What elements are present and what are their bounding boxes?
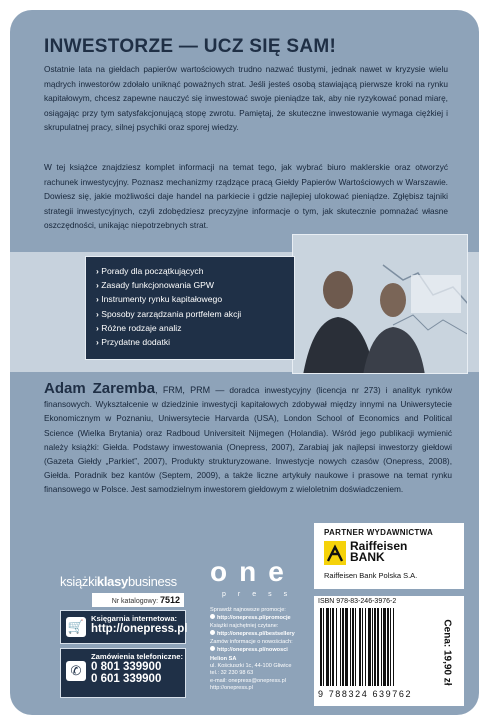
promo-link[interactable]: http://onepress.pl/nowosci — [217, 647, 288, 654]
businessmen-photo — [292, 234, 468, 374]
brand-part-bold: klasy — [96, 574, 128, 589]
promo-link[interactable]: http://onepress.pl/promocje — [217, 615, 291, 622]
intro-paragraph: Ostatnie lata na giełdach papierów wartościowych trudno nazwać tłustymi, jednak nawet w kryzysie wielu mądrych inwestorów zdołało uniknąć poważnych strat. Jeśli jesteś osobą stawiającą pierwsze kroki na rynku kapitałowym, chcesz zapewne nauczyć się inwestować swoje pieniądze tak, aby nie ryzykować ponad miarę, osiągając przy tym satysfakcjonującą stopę zwrotu. Pamiętaj, że skuteczne inwestowanie wymaga ciężkiej i skrupulatnej pracy, silnej psychiki oraz sporej wiedzy. — [44, 64, 448, 133]
bullet-icon — [210, 630, 215, 635]
bank-name-line: BANK — [350, 550, 385, 564]
barcode-number: 9 788324 639762 — [318, 689, 413, 699]
bank-name — [350, 541, 407, 563]
bullet-icon — [210, 614, 215, 619]
feature-list — [85, 256, 295, 360]
isbn: ISBN 978-83-246-3976-2 — [318, 598, 397, 605]
publisher-address — [210, 656, 320, 692]
brand-part: książki — [60, 574, 97, 589]
series-brand — [60, 574, 177, 589]
phone-icon: ✆ — [66, 661, 86, 681]
website[interactable]: http://onepress.pl — [210, 684, 253, 691]
headline: INWESTORZE — UCZ SIĘ SAM! — [44, 36, 337, 57]
catalog-label: Nr katalogowy: — [111, 598, 159, 605]
feature-item: › Porady dla początkujących — [96, 264, 284, 278]
promo-links — [210, 607, 320, 654]
brand-part: business — [127, 574, 177, 589]
back-cover — [10, 10, 479, 715]
email[interactable]: e-mail: onepress@onepress.pl — [210, 677, 286, 684]
promo-text: Zamów informacje o nowościach: — [210, 638, 293, 645]
shopping-cart-icon: 🛒 — [66, 617, 86, 637]
catalog-value: 7512 — [159, 595, 180, 605]
bank-name-line: Raiffeisen — [350, 539, 408, 553]
promo-text: Sprawdź najnowsze promocje: — [210, 607, 286, 613]
price: Cena: 19,90 zł — [441, 618, 453, 686]
feature-item: › Sposoby zarządzania portfelem akcji — [96, 307, 284, 321]
promo-text: Książki najchętniej czytane: — [210, 622, 279, 629]
author-bio — [44, 382, 452, 497]
online-shop-card — [60, 610, 186, 644]
author-bio-text: doradca inwestycyjny (licencja nr 273) i analityk rynków finansowych. Wykształcenie w dziedzinie inwestycji kapitałowych zdobywał między innymi na Uniwersytecie Ekonomicznym w Poznaniu, Uniwersytecie Harvarda (USA), London School of Economics and Political Science (Wielka Brytania) oraz Radboud Universiteit Nijmegen (Holandia). Wśród jego publikacji wymienić należy książki: Giełda. Podstawy inwestowania (Onepress, 2007), Zarabiaj jak najlepsi inwestorzy giełdowi (Gazeta Giełdy „Parkiet”, 2007), Produkty strukturyzowane. Inwestycje nowych czasów (Onepress, 2008), Giełda. Poradnik bez kantów (Septem, 2009), a także liczne artykuły naukowe i prasowe na temat rynku finansowego w Polsce. Jest samodzielnym inwestorem giełdowym z wieloletnim doświadczeniem. — [44, 385, 452, 495]
street: ul. Kościuszki 1c, 44-100 Gliwice — [210, 663, 292, 670]
feature-item: › Przydatne dodatki — [96, 335, 284, 349]
promo-link[interactable]: http://onepress.pl/bestsellery — [217, 631, 295, 638]
author-credentials: , FRM, PRM — — [155, 385, 225, 395]
catalog-number — [92, 593, 184, 607]
bullet-icon — [210, 646, 215, 651]
feature-item: › Instrumenty rynku kapitałowego — [96, 292, 284, 306]
feature-item: › Zasady funkcjonowania GPW — [96, 278, 284, 292]
shop-url[interactable]: http://onepress.pl — [91, 623, 188, 635]
phone-number[interactable]: 0 601 339900 — [91, 673, 162, 685]
company-name: Helion SA — [210, 656, 237, 662]
raiffeisen-logo-icon — [324, 541, 346, 565]
feature-item: › Różne rodzaje analiz — [96, 321, 284, 335]
price-tag — [434, 598, 460, 706]
publisher-logo: one — [210, 556, 296, 587]
author-name: Adam Zaremba — [44, 380, 156, 397]
partner-label: PARTNER WYDAWNICTWA — [324, 528, 434, 537]
bank-subtitle: Raiffeisen Bank Polska S.A. — [324, 571, 418, 580]
barcode-icon — [318, 608, 432, 688]
partner-box — [314, 523, 464, 589]
content-paragraph: W tej książce znajdziesz komplet informacji na temat tego, jak wybrać biuro maklerskie oraz otworzyć rachunek inwestycyjny. Poznasz mechanizmy rządzące pracą Giełdy Papierów Wartościowych w Warszawie. Dowiesz się, jakie możliwości daje handel na parkiecie i gdzie najlepiej ulokować pieniądze. Zgłębisz tajniki strategii inwestycyjnych, czyli zdobędziesz precyzyjne informacje o tym, jak skutecznie pomnażać własne oszczędności, unikając niepotrzebnych strat. — [44, 162, 448, 231]
phone-number[interactable]: 0 801 339900 — [91, 661, 162, 673]
publisher-logo-sub: press — [222, 591, 300, 598]
phone-label: Zamówienia telefoniczne: — [91, 652, 183, 661]
telephone: tel.: 32 230 98 63 — [210, 670, 254, 677]
shop-label: Księgarnia internetowa: — [91, 614, 178, 623]
phone-orders-card — [60, 648, 186, 698]
